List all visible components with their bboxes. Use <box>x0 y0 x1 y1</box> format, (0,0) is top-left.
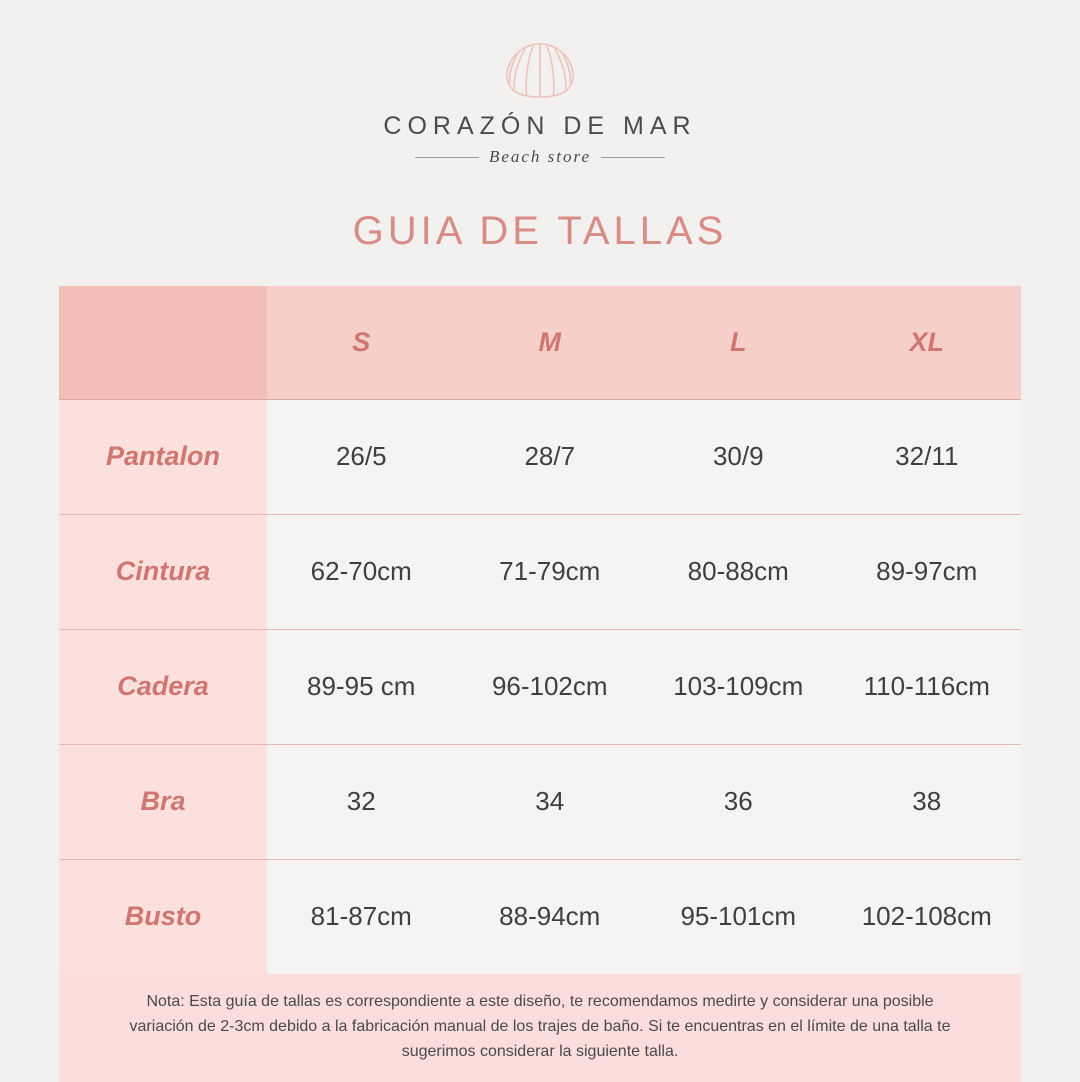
cell-cintura-s: 62-70cm <box>267 514 456 629</box>
column-header-m: M <box>456 286 645 399</box>
cell-pantalon-l: 30/9 <box>644 399 833 514</box>
brand-tagline-row <box>415 147 665 167</box>
table-body <box>59 399 1021 974</box>
row-label-cintura: Cintura <box>59 514 267 629</box>
row-label-busto: Busto <box>59 859 267 974</box>
cell-cintura-l: 80-88cm <box>644 514 833 629</box>
table-header-row <box>59 286 1021 399</box>
cell-cintura-xl: 89-97cm <box>833 514 1022 629</box>
cell-busto-xl: 102-108cm <box>833 859 1022 974</box>
column-header-xl: XL <box>833 286 1022 399</box>
column-header-l: L <box>644 286 833 399</box>
size-guide-note: Nota: Esta guía de tallas es correspondiente a este diseño, te recomendamos medirte y considerar una posible variación de 2-3cm debido a la fabricación manual de los trajes de baño. Si te encuentras en el límite de una talla te sugerimos considerar la siguiente talla. <box>59 974 1021 1082</box>
size-table-wrapper <box>59 286 1021 974</box>
cell-bra-l: 36 <box>644 744 833 859</box>
cell-bra-s: 32 <box>267 744 456 859</box>
row-label-bra: Bra <box>59 744 267 859</box>
brand-logo-block <box>383 40 696 167</box>
table-header <box>59 286 1021 399</box>
table-row <box>59 514 1021 629</box>
table-row <box>59 399 1021 514</box>
column-header-s: S <box>267 286 456 399</box>
cell-cadera-l: 103-109cm <box>644 629 833 744</box>
table-row <box>59 629 1021 744</box>
brand-name: CORAZÓN DE MAR <box>383 112 697 140</box>
cell-bra-m: 34 <box>456 744 645 859</box>
divider-right <box>601 157 665 158</box>
cell-cadera-m: 96-102cm <box>456 629 645 744</box>
row-label-cadera: Cadera <box>59 629 267 744</box>
size-table <box>59 286 1021 974</box>
brand-tagline: Beach store <box>488 147 592 166</box>
cell-pantalon-xl: 32/11 <box>833 399 1022 514</box>
shell-icon <box>503 40 577 98</box>
cell-pantalon-m: 28/7 <box>456 399 645 514</box>
cell-busto-l: 95-101cm <box>644 859 833 974</box>
table-corner-cell <box>59 286 267 399</box>
cell-cadera-s: 89-95 cm <box>267 629 456 744</box>
table-row <box>59 859 1021 974</box>
page-title: GUIA DE TALLAS <box>352 209 728 253</box>
cell-cintura-m: 71-79cm <box>456 514 645 629</box>
cell-cadera-xl: 110-116cm <box>833 629 1022 744</box>
cell-busto-m: 88-94cm <box>456 859 645 974</box>
cell-bra-xl: 38 <box>833 744 1022 859</box>
divider-left <box>415 157 479 158</box>
cell-busto-s: 81-87cm <box>267 859 456 974</box>
table-row <box>59 744 1021 859</box>
cell-pantalon-s: 26/5 <box>267 399 456 514</box>
row-label-pantalon: Pantalon <box>59 399 267 514</box>
